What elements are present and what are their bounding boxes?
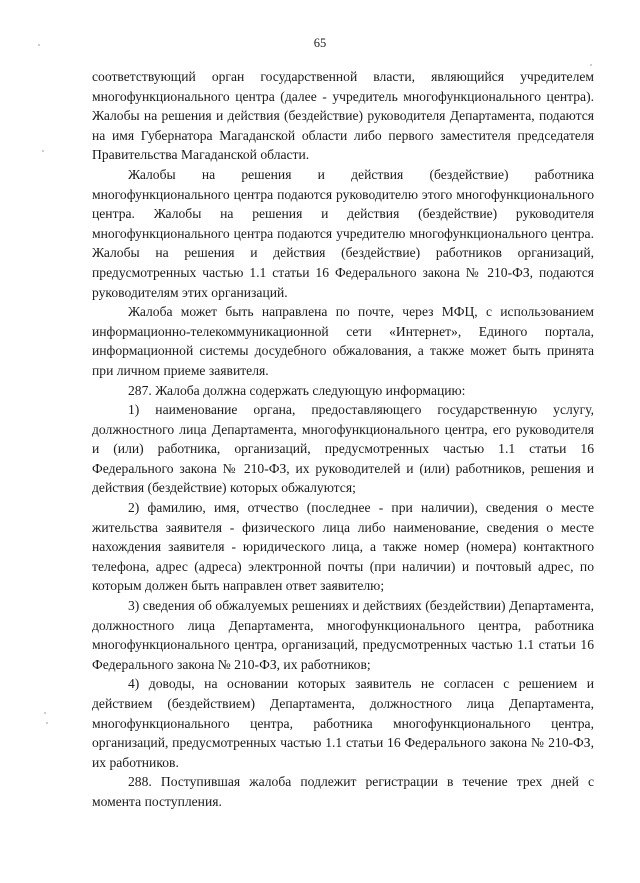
paragraph-item-2: 2) фамилию, имя, отчество (последнее - при наличии), сведения о месте жительства заявителя - физического лица либо наименование, сведения о месте нахождения заявителя - юридического лица, а также номер (номера) контактного телефона, адрес (адреса) электронной почты (при наличии) и почтовый адрес, по которым должен быть направлен ответ заявителю; <box>92 500 594 594</box>
paragraph-item-4: 4) доводы, на основании которых заявитель не согласен с решением и действием (бездействием) Департамента, должностного лица Департамента, многофункционального центра, работника многофункционального центра, организаций, предусмотренных частью 1.1 статьи 16 Федерального закона № 210-ФЗ, их работников. <box>92 676 594 770</box>
paragraph-item-288: 288. Поступившая жалоба подлежит регистрации в течение трех дней с момента поступления. <box>92 774 594 809</box>
scan-speck <box>44 712 46 714</box>
paragraph-item-287: 287. Жалоба должна содержать следующую информацию: <box>128 382 466 398</box>
page-number: 65 <box>313 36 327 50</box>
paragraph-submission-channels: Жалоба может быть направлена по почте, через МФЦ, с использованием информационно-телекоммуникационной сети «Интернет», Единого портала, информационной системы досудебного обжалования, а также может быть принята при личном приеме заявителя. <box>92 304 594 378</box>
scan-speck <box>46 722 48 724</box>
scan-speck <box>590 64 592 66</box>
scan-speck <box>42 150 44 152</box>
paragraph-founder-complaints: соответствующий орган государственной власти, являющийся учредителем многофункционального центра (далее - учредитель многофункционального центра). Жалобы на решения и действия (бездействие) руководителя Департамента, подаются на имя Губернатора Магаданской области либо первого заместителя председателя Правительства Магаданской области. <box>92 69 594 163</box>
paragraph-item-3: 3) сведения об обжалуемых решениях и действиях (бездействии) Департамента, должностного лица Департамента, многофункционального центра, работника многофункционального центра, организаций, предусмотренных частью 1.1 статьи 16 Федерального закона № 210-ФЗ, их работников; <box>92 598 594 672</box>
document-body <box>92 67 594 812</box>
scan-speck <box>38 44 40 46</box>
paragraph-item-1: 1) наименование органа, предоставляющего государственную услугу, должностного лица Департамента, многофункционального центра, его руководителя и (или) работника, организаций, предусмотренных частью 1.1 статьи 16 Федерального закона № 210-ФЗ, их руководителей и (или) работников, решения и действия (бездействие) которых обжалуются; <box>92 402 594 496</box>
paragraph-mfc-complaints: Жалобы на решения и действия (бездействие) работника многофункционального центра подаются руководителю этого многофункционального центра. Жалобы на решения и действия (бездействие) руководителя многофункционального центра подаются учредителю многофункционального центра. Жалобы на решения и действия (бездействие) работников организаций, предусмотренных частью 1.1 статьи 16 Федерального закона № 210-ФЗ, подаются руководителям этих организаций. <box>92 166 594 300</box>
